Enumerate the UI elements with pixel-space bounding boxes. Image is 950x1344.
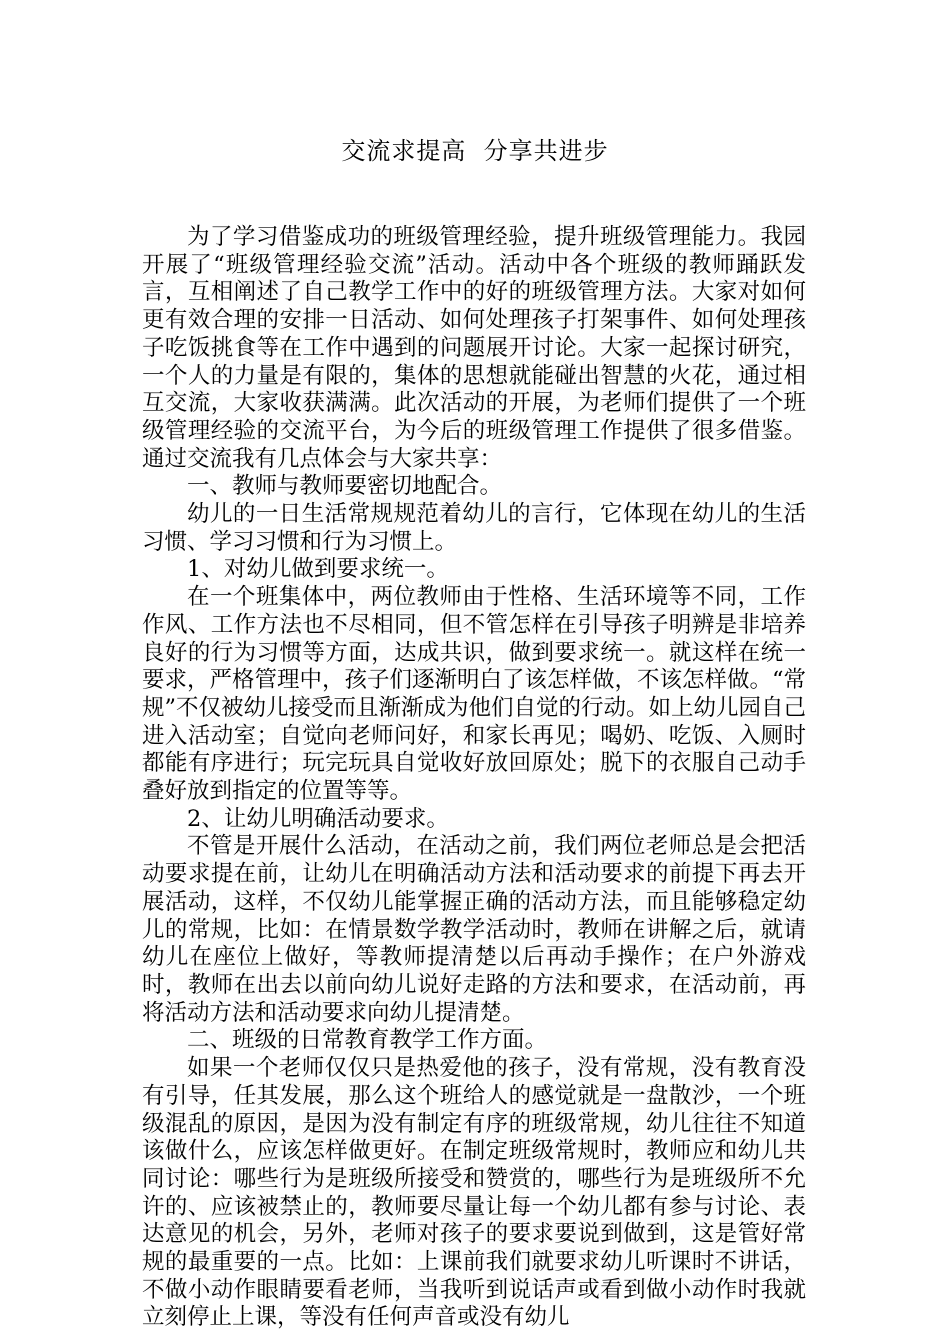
paragraph: 不管是开展什么活动，在活动之前，我们两位老师总是会把活动要求提在前，让幼儿在明确活动方法和活动要求的前提下再去开展活动，这样，不仅幼儿能掌握正确的活动方法，而且能够稳定幼儿的常规，比如：在情景数学教学活动时，教师在讲解之后，就请幼儿在座位上做好，等教师提清楚以后再动手操作；在户外游戏时，教师在出去以前向幼儿说好走路的方法和要求，在活动前，再将活动方法和活动要求向幼儿提清楚。	[142, 833, 806, 1026]
document-title: 交流求提高 分享共进步	[341, 137, 609, 165]
section-heading: 一、教师与教师要密切地配合。	[187, 473, 503, 500]
paragraph: 为了学习借鉴成功的班级管理经验，提升班级管理能力。我园开展了“班级管理经验交流”活动。活动中各个班级的教师踊跃发言，互相阐述了自己教学工作中的好的班级管理方法。大家对如何更有效合理的安排一日活动、如何处理孩子打架事件、如何处理孩子吃饭挑食等在工作中遇到的问题展开讨论。大家一起探讨研究，一个人的力量是有限的，集体的思想就能碰出智慧的火花，通过相互交流，大家收获满满。此次活动的开展，为老师们提供了一个班级管理经验的交流平台，为今后的班级管理工作提供了很多借鉴。通过交流我有几点体会与大家共享：	[142, 224, 806, 472]
section-heading: 二、班级的日常教育教学工作方面。	[187, 1027, 548, 1054]
subsection-heading: 2、让幼儿明确活动要求。	[187, 805, 449, 832]
subsection-heading: 1、对幼儿做到要求统一。	[187, 556, 449, 583]
paragraph: 如果一个老师仅仅只是热爱他的孩子，没有常规，没有教育没有引导，任其发展，那么这个班给人的感觉就是一盘散沙，一个班级混乱的原因，是因为没有制定有序的班级常规，幼儿往往不知道该做什么，应该怎样做更好。在制定班级常规时，教师应和幼儿共同讨论：哪些行为是班级所接受和赞赏的，哪些行为是班级所不允许的、应该被禁止的，教师要尽量让每一个幼儿都有参与讨论、表达意见的机会，另外，老师对孩子的要求要说到做到，这是管好常规的最重要的一点。比如：上课前我们就要求幼儿听课时不讲话，不做小动作眼睛要看老师，当我听到说话声或看到做小动作时我就立刻停止上课，等没有任何声音或没有幼儿	[142, 1055, 806, 1331]
paragraph: 在一个班集体中，两位教师由于性格、生活环境等不同，工作作风、工作方法也不尽相同，但不管怎样在引导孩子明辨是非培养良好的行为习惯等方面，达成共识，做到要求统一。就这样在统一要求，严格管理中，孩子们逐渐明白了该怎样做，不该怎样做。“常规”不仅被幼儿接受而且渐渐成为他们自觉的行动。如上幼儿园自己进入活动室；自觉向老师问好，和家长再见；喝奶、吃饭、入厕时都能有序进行；玩完玩具自觉收好放回原处；脱下的衣服自己动手叠好放到指定的位置等等。	[142, 584, 807, 805]
document-body	[142, 224, 806, 1332]
paragraph: 幼儿的一日生活常规规范着幼儿的言行，它体现在幼儿的生活习惯、学习习惯和行为习惯上。	[142, 501, 806, 555]
